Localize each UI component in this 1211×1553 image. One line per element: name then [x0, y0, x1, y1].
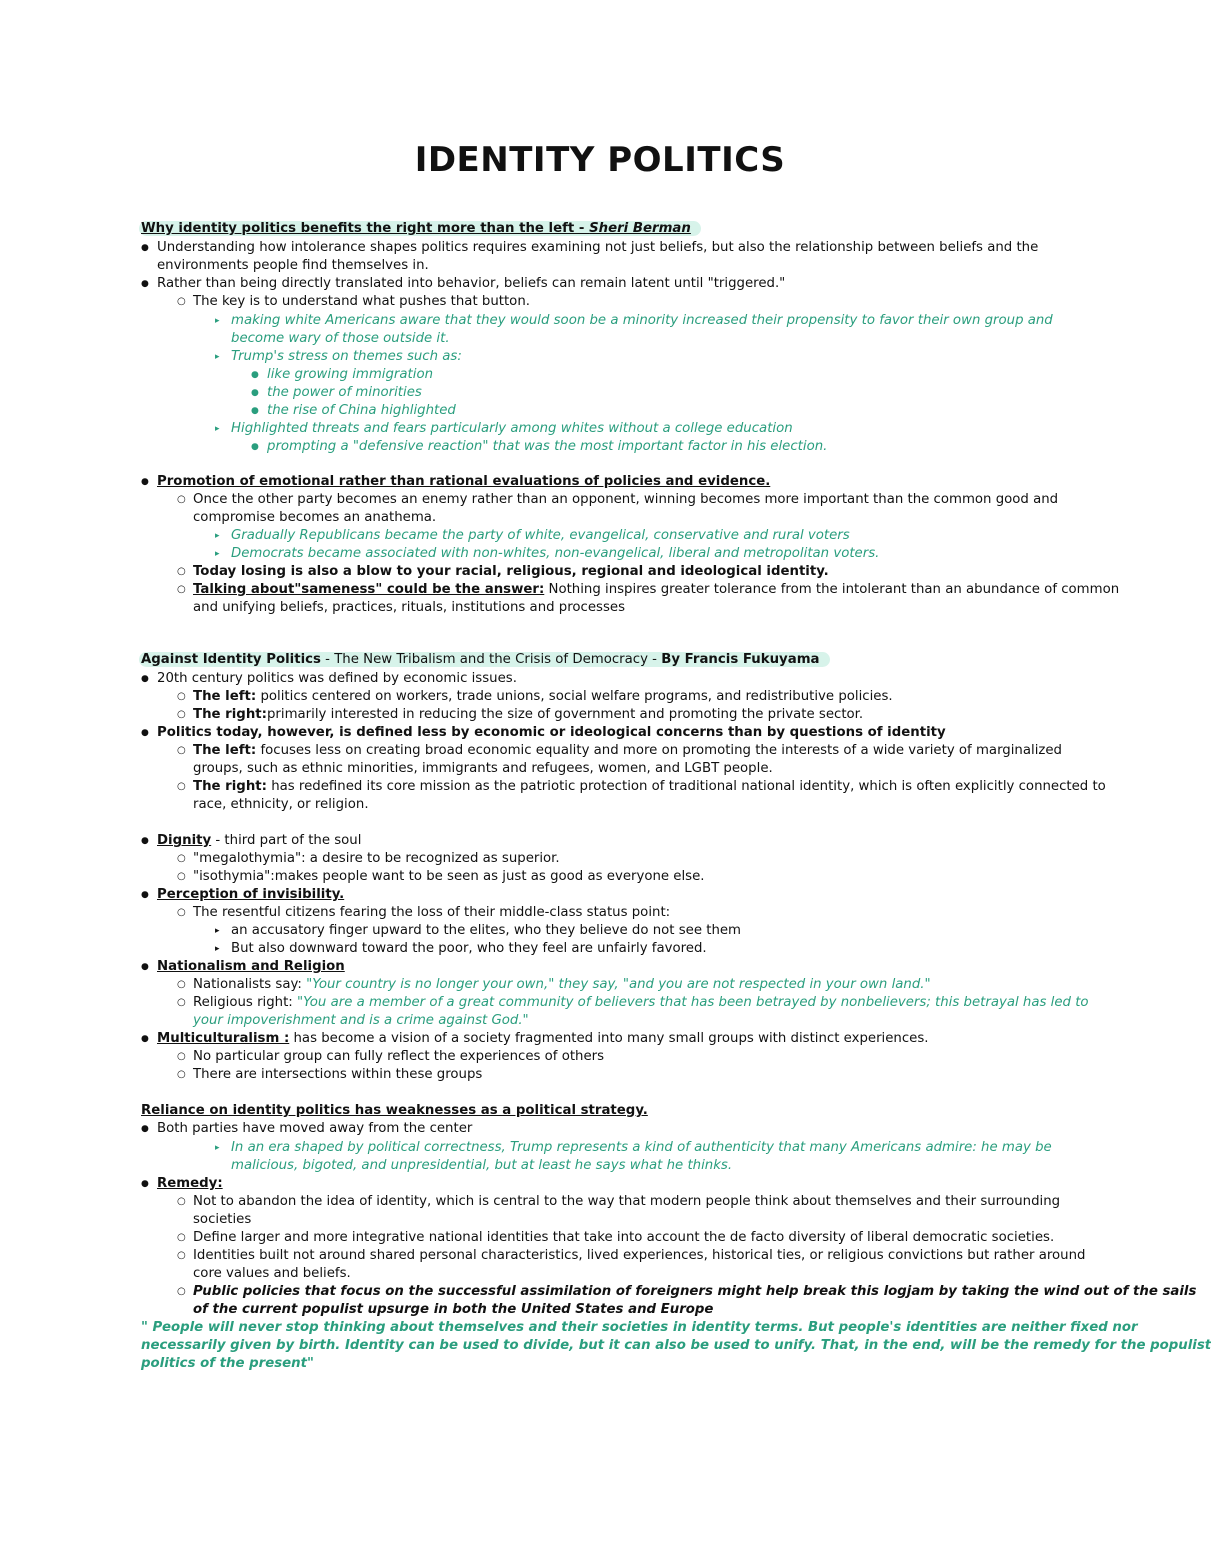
- bullet-icon: ●: [141, 1179, 149, 1189]
- bullet-icon: ●: [141, 836, 149, 846]
- triangle-bullet-icon: ▸: [215, 944, 220, 954]
- sub-item-cont: societies: [193, 1212, 252, 1227]
- item-text: Public policies that focus on the successful assimilation of foreigners might help break this logjam by taking the wind out of the sails: [193, 1284, 1197, 1299]
- sub-sub-item: [215, 348, 1070, 366]
- bullet-icon: ●: [141, 728, 149, 738]
- circle-bullet-icon: ○: [177, 494, 186, 505]
- list-item: [141, 832, 1070, 850]
- sub-item: [177, 868, 1070, 886]
- deep-item: [251, 366, 1070, 384]
- item-text: Once the other party becomes an enemy rather than an opponent, winning becomes more important than the common good and: [193, 492, 1059, 507]
- list-item: [141, 958, 1070, 976]
- triangle-bullet-icon: ▸: [215, 926, 220, 936]
- item-quote: "You are a member of a great community of believers that has been betrayed by nonbelievers; this betrayal has led to: [297, 995, 1089, 1010]
- item-text: has become a vision of a society fragmented into many small groups with distinct experiences.: [289, 1031, 929, 1046]
- list-item: [141, 1120, 1070, 1138]
- item-lead: Multiculturalism :: [157, 1031, 290, 1046]
- circle-bullet-icon: ○: [177, 781, 186, 792]
- sub-item: [177, 1066, 1070, 1084]
- item-lead: Dignity: [157, 833, 212, 848]
- closing-quote-line: " People will never stop thinking about themselves and their societies in identity terms. But people's identities are neither fixed nor: [141, 1320, 1138, 1335]
- item-text: Understanding how intolerance shapes politics requires examining not just beliefs, but also the relationship between beliefs and the: [157, 240, 1039, 255]
- bullet-icon: ●: [251, 442, 259, 452]
- triangle-bullet-icon: ▸: [215, 549, 220, 559]
- triangle-bullet-icon: ▸: [215, 424, 220, 434]
- list-item: [141, 239, 1070, 257]
- item-text: Remedy:: [157, 1176, 223, 1191]
- section-heading: [141, 651, 1070, 669]
- item-text: Rather than being directly translated into behavior, beliefs can remain latent until "triggered.": [157, 276, 786, 291]
- circle-bullet-icon: ○: [177, 1250, 186, 1261]
- sub-item: [177, 1247, 1086, 1265]
- circle-bullet-icon: ○: [177, 745, 186, 756]
- item-text: - third part of the soul: [211, 833, 362, 848]
- circle-bullet-icon: ○: [177, 566, 186, 577]
- circle-bullet-icon: ○: [177, 1196, 186, 1207]
- item-lead: Religious right:: [193, 995, 298, 1010]
- sub-item: [177, 706, 1070, 724]
- circle-bullet-icon: ○: [177, 907, 186, 918]
- item-text: "isothymia":makes people want to be seen as just as good as everyone else.: [193, 869, 705, 884]
- deep-item: [251, 384, 1070, 402]
- sub-sub-item: [215, 527, 1070, 545]
- item-text: has redefined its core mission as the patriotic protection of traditional national identity, which is often explicitly connected to: [266, 779, 1106, 794]
- section-heading: [141, 220, 1070, 238]
- sub-item: [177, 778, 1106, 796]
- item-text: 20th century politics was defined by economic issues.: [157, 671, 517, 686]
- sub-sub-item-cont: become wary of those outside it.: [231, 331, 450, 346]
- item-lead: Nationalists say:: [193, 977, 307, 992]
- item-text: No particular group can fully reflect the experiences of others: [193, 1049, 605, 1064]
- deep-item: [251, 438, 1070, 456]
- circle-bullet-icon: ○: [177, 709, 186, 720]
- item-text: Perception of invisibility.: [157, 887, 345, 902]
- item-text: Nothing inspires greater tolerance from the intolerant than an abundance of common: [544, 582, 1120, 597]
- item-text: There are intersections within these groups: [193, 1067, 483, 1082]
- sub-item: [177, 563, 1070, 581]
- bullet-icon: ●: [141, 962, 149, 972]
- list-item: [141, 724, 1070, 742]
- item-text: Identities built not around shared personal characteristics, lived experiences, historical ties, or religious convictions but rather around: [193, 1248, 1086, 1263]
- heading-author: Sheri Berman: [589, 221, 691, 236]
- item-text: primarily interested in reducing the size of government and promoting the private sector.: [266, 707, 864, 722]
- sub-item: [177, 742, 1070, 760]
- item-text: an accusatory finger upward to the elites, who they believe do not see them: [231, 923, 742, 938]
- sub-item-cont: core values and beliefs.: [193, 1266, 351, 1281]
- heading-text: Against Identity Politics: [141, 652, 321, 667]
- closing-quote-line: politics of the present": [141, 1356, 314, 1371]
- circle-bullet-icon: ○: [177, 1069, 186, 1080]
- deep-item: [251, 402, 1070, 420]
- item-text: the power of minorities: [267, 385, 422, 400]
- sub-item: [177, 976, 1070, 994]
- circle-bullet-icon: ○: [177, 1286, 186, 1297]
- item-lead: The right:: [193, 707, 267, 722]
- circle-bullet-icon: ○: [177, 853, 186, 864]
- item-quote: "Your country is no longer your own," they say, "and you are not respected in your own land.": [306, 977, 931, 992]
- bullet-icon: ●: [141, 674, 149, 684]
- sub-sub-item: [215, 545, 1070, 563]
- sub-item-cont: your impoverishment and is a crime against God.": [193, 1013, 529, 1028]
- item-text: politics centered on workers, trade unions, social welfare programs, and redistributive policies.: [256, 689, 893, 704]
- list-item: [141, 670, 1070, 688]
- heading-author: By Francis Fukuyama: [661, 652, 820, 667]
- item-lead: The left:: [193, 689, 257, 704]
- sub-sub-item: [215, 922, 1070, 940]
- item-text: the rise of China highlighted: [267, 403, 456, 418]
- item-text: In an era shaped by political correctness, Trump represents a kind of authenticity that many Americans admire: he may be: [231, 1140, 1052, 1155]
- sub-item-cont: compromise becomes an anathema.: [193, 510, 437, 525]
- circle-bullet-icon: ○: [177, 691, 186, 702]
- section-heading: Reliance on identity politics has weaknesses as a political strategy.: [141, 1103, 648, 1118]
- circle-bullet-icon: ○: [177, 584, 186, 595]
- sub-item-cont: of the current populist upsurge in both the United States and Europe: [193, 1302, 714, 1317]
- sub-item-cont: race, ethnicity, or religion.: [193, 797, 369, 812]
- item-text: Gradually Republicans became the party of white, evangelical, conservative and rural voters: [231, 528, 850, 543]
- sub-item: [177, 1048, 1070, 1066]
- bullet-icon: ●: [251, 406, 259, 416]
- item-text: Highlighted threats and fears particularly among whites without a college education: [231, 421, 793, 436]
- list-item-cont: environments people find themselves in.: [157, 258, 429, 273]
- item-text: Nationalism and Religion: [157, 959, 345, 974]
- circle-bullet-icon: ○: [177, 997, 186, 1008]
- item-text: Both parties have moved away from the center: [157, 1121, 473, 1136]
- list-item: [141, 1175, 1070, 1193]
- item-lead: The left:: [193, 743, 257, 758]
- circle-bullet-icon: ○: [177, 1051, 186, 1062]
- list-item: [141, 1030, 1070, 1048]
- page-title: IDENTITY POLITICS: [414, 140, 786, 180]
- circle-bullet-icon: ○: [177, 871, 186, 882]
- triangle-bullet-icon: ▸: [215, 316, 220, 326]
- item-text: Politics today, however, is defined less by economic or ideological concerns than by questions of identity: [157, 725, 946, 740]
- list-item: [141, 473, 1070, 491]
- item-lead: Talking about"sameness" could be the answer:: [193, 582, 545, 597]
- item-text: Not to abandon the idea of identity, which is central to the way that modern people think about themselves and their surrounding: [193, 1194, 1061, 1209]
- item-text: "megalothymia": a desire to be recognized as superior.: [193, 851, 560, 866]
- item-text: making white Americans aware that they would soon be a minority increased their propensity to favor their own group and: [231, 313, 1053, 328]
- sub-item: [177, 491, 1070, 509]
- bullet-icon: ●: [141, 1034, 149, 1044]
- bullet-icon: ●: [251, 388, 259, 398]
- item-text: Define larger and more integrative national identities that take into account the de facto diversity of liberal democratic societies.: [193, 1230, 1055, 1245]
- bullet-icon: ●: [141, 279, 149, 289]
- sub-sub-item: [215, 940, 1070, 958]
- item-text: focuses less on creating broad economic equality and more on promoting the interests of a wide variety of marginalized: [256, 743, 1062, 758]
- bullet-icon: ●: [141, 243, 149, 253]
- sub-sub-item: [215, 312, 1070, 330]
- bullet-icon: ●: [141, 477, 149, 487]
- sub-item: [177, 581, 1120, 599]
- item-text: prompting a "defensive reaction" that was the most important factor in his election.: [267, 439, 828, 454]
- item-text: Trump's stress on themes such as:: [231, 349, 462, 364]
- item-text: But also downward toward the poor, who they feel are unfairly favored.: [231, 941, 707, 956]
- closing-quote-line: necessarily given by birth. Identity can be used to divide, but it can also be used to unify. That, in the end, will be the remedy for the populist: [141, 1338, 1211, 1353]
- item-text: like growing immigration: [267, 367, 434, 382]
- sub-item: [177, 904, 1070, 922]
- sub-item: [177, 688, 1070, 706]
- heading-subtitle: - The New Tribalism and the Crisis of Democracy -: [320, 652, 662, 667]
- heading-text: Why identity politics benefits the right more than the left -: [141, 221, 590, 236]
- sub-sub-item-cont: malicious, bigoted, and unpresidential, but at least he says what he thinks.: [231, 1158, 733, 1173]
- triangle-bullet-icon: ▸: [215, 1143, 220, 1153]
- circle-bullet-icon: ○: [177, 296, 186, 307]
- item-text: Today losing is also a blow to your racial, religious, regional and ideological identity.: [193, 564, 829, 579]
- bullet-icon: ●: [251, 370, 259, 380]
- item-text: Promotion of emotional rather than rational evaluations of policies and evidence.: [157, 474, 771, 489]
- sub-item: [177, 1229, 1070, 1247]
- sub-item-cont: groups, such as ethnic minorities, immigrants and refugees, women, and LGBT people.: [193, 761, 773, 776]
- sub-sub-item: [215, 1139, 1070, 1157]
- item-text: Democrats became associated with non-whites, non-evangelical, liberal and metropolitan voters.: [231, 546, 880, 561]
- bullet-icon: ●: [141, 890, 149, 900]
- sub-item-cont: and unifying beliefs, practices, rituals, institutions and processes: [193, 600, 625, 615]
- sub-item: [177, 1283, 1197, 1301]
- sub-item: [177, 293, 1070, 311]
- sub-item: [177, 994, 1089, 1012]
- sub-item: [177, 850, 1070, 868]
- sub-sub-item: [215, 420, 1070, 438]
- triangle-bullet-icon: ▸: [215, 352, 220, 362]
- item-lead: The right:: [193, 779, 267, 794]
- sub-item: [177, 1193, 1070, 1211]
- circle-bullet-icon: ○: [177, 979, 186, 990]
- list-item: [141, 275, 1070, 293]
- bullet-icon: ●: [141, 1124, 149, 1134]
- circle-bullet-icon: ○: [177, 1232, 186, 1243]
- list-item: [141, 886, 1070, 904]
- item-text: The resentful citizens fearing the loss of their middle-class status point:: [193, 905, 671, 920]
- item-text: The key is to understand what pushes that button.: [193, 294, 530, 309]
- triangle-bullet-icon: ▸: [215, 531, 220, 541]
